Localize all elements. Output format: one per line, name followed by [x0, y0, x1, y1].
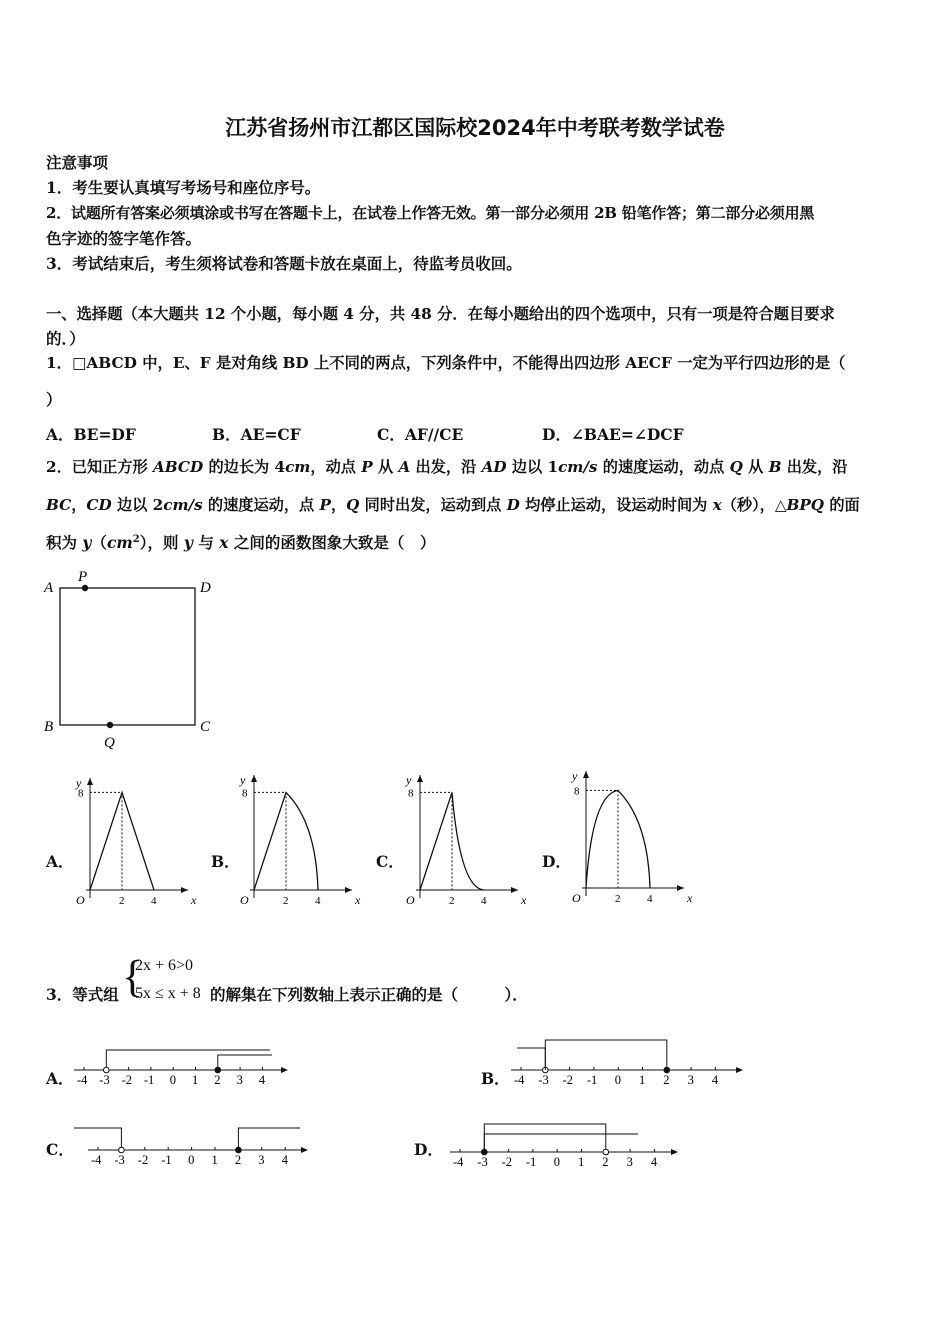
q2-var: Q: [346, 496, 360, 514]
x-axis-label: x: [521, 893, 527, 907]
number-line-tick-label: -3: [538, 1073, 549, 1087]
solution-ray: [238, 1128, 300, 1150]
q1-option-d: D．∠BAE=∠DCF: [542, 425, 684, 444]
tick-label-y-8: 8: [574, 785, 580, 798]
graph-option-d: [566, 763, 696, 913]
graph-option-a: [70, 770, 200, 915]
tick-label-x-4: 4: [647, 893, 653, 905]
number-line-option-b: [505, 1032, 745, 1090]
number-line-tick-label: -4: [77, 1073, 88, 1087]
q1-stem-line-1: 1．□ABCD 中，E、F 是对角线 BD 上不同的两点，下列条件中，不能得出四边形 AECF 一定为平行四边形的是（: [46, 354, 846, 372]
number-line-tick-label: -4: [514, 1073, 525, 1087]
q1-option-a: A．BE=DF: [46, 425, 136, 444]
q2-var: D: [506, 496, 520, 514]
tick-label-x-4: 4: [315, 895, 321, 907]
number-line-tick-label: -2: [501, 1155, 513, 1169]
q2-var: cm/s: [558, 458, 598, 476]
x-axis-label: x: [687, 891, 693, 905]
tick-label-x-2: 2: [615, 893, 621, 905]
square-figure: [40, 565, 230, 755]
y-axis-label: y: [76, 776, 82, 790]
graph-option-b: [234, 767, 364, 915]
solution-ray: [218, 1055, 272, 1070]
number-line-arrow: [281, 1067, 288, 1073]
origin-label: O: [572, 891, 581, 905]
q3-option-d-label: D．: [414, 1140, 443, 1159]
q2-var: y: [183, 533, 193, 552]
number-line-tick-label: -1: [586, 1073, 598, 1087]
y-axis-label: y: [406, 773, 412, 787]
tick-label-x-4: 4: [481, 895, 487, 907]
label-d: D: [200, 580, 211, 596]
label-b: B: [44, 719, 54, 735]
number-line-tick-label: 3: [258, 1153, 265, 1167]
open-point: [603, 1149, 609, 1155]
q2-text: 的边长为 4: [203, 458, 286, 476]
number-line-tick-label: 2: [234, 1153, 242, 1167]
tick-label-y-8: 8: [408, 787, 414, 800]
solution-ray: [106, 1050, 270, 1070]
q2-var: x: [712, 496, 722, 514]
section-1-line-1: 一、选择题（本大题共 12 个小题，每小题 4 分，共 48 分．在每小题给出的四个选项中，只有一项是符合题目要求: [46, 305, 835, 323]
number-line-tick-label: 1: [211, 1153, 218, 1167]
origin-label: O: [76, 893, 85, 907]
q2-text: 的面: [824, 496, 860, 514]
q2-var: cm: [285, 458, 311, 476]
y-axis-arrow: [251, 775, 257, 782]
number-line-tick-label: 0: [614, 1073, 621, 1087]
number-line-option-d: [440, 1118, 680, 1170]
section-1-line-2: 的．）: [46, 329, 85, 348]
solution-ray: [74, 1128, 121, 1150]
q2-text: 从: [742, 458, 769, 476]
number-line-tick-label: -3: [99, 1073, 110, 1087]
q2-stem-line-3: [46, 531, 435, 553]
q2-option-d-label: D．: [542, 852, 571, 871]
q2-text: ），则: [139, 533, 184, 552]
x-axis-arrow: [345, 887, 352, 893]
tick-label-y-8: 8: [78, 787, 84, 800]
x-axis-arrow: [677, 885, 684, 891]
q2-text: 从: [372, 458, 399, 476]
number-line-arrow: [301, 1147, 308, 1153]
q2-var: CD: [86, 496, 112, 514]
number-line-option-a: [70, 1040, 290, 1090]
q2-text: 积为: [46, 533, 83, 552]
solution-ray: [517, 1048, 545, 1070]
number-line-tick-label: -3: [114, 1153, 125, 1167]
q3-brace: {: [122, 952, 144, 1001]
y-axis-arrow: [583, 771, 589, 778]
number-line-tick-label: 3: [236, 1073, 243, 1087]
number-line-tick-label: 2: [602, 1155, 609, 1169]
q2-text: ，: [71, 496, 87, 514]
filled-point: [215, 1067, 221, 1073]
q2-stem-line-2: [46, 494, 860, 515]
number-line-tick-label: 2: [214, 1073, 221, 1087]
q2-text: 均停止运动，设运动时间为: [519, 496, 713, 514]
q2-var: y: [82, 533, 92, 552]
notice-heading: 注意事项: [46, 153, 109, 172]
number-line-tick-label: 3: [687, 1073, 694, 1087]
number-line-tick-label: 1: [639, 1073, 646, 1087]
number-line-tick-label: -1: [143, 1073, 155, 1087]
origin-label: O: [406, 893, 415, 907]
q2-text: 2．已知正方形: [46, 458, 153, 476]
q3-prefix: 3．等式组: [46, 985, 119, 1004]
tick-label-x-2: 2: [119, 895, 125, 907]
q2-text: 出发，沿: [410, 458, 482, 476]
open-point: [119, 1147, 125, 1153]
notice-item-2-line-2: 色字迹的签字笔作答。: [46, 229, 202, 248]
notice-item-1: 1．考生要认真填写考场号和座位序号。: [46, 178, 321, 197]
q2-var: cm/s: [163, 496, 203, 514]
notice-item-2-line-1: 2．试题所有答案必须填涂或书写在答题卡上，在试卷上作答无效。第一部分必须用 2B 铅笔作答；第二部分必须用黑: [46, 204, 815, 222]
label-c: C: [200, 719, 211, 735]
q2-var: P: [319, 496, 331, 514]
q2-superscript: 2: [132, 533, 140, 545]
number-line-tick-label: 4: [650, 1155, 658, 1169]
number-line-tick-label: -4: [91, 1153, 102, 1167]
square-abcd: [60, 588, 195, 725]
y-axis-arrow: [417, 775, 423, 782]
number-line-tick-label: -3: [477, 1155, 488, 1169]
number-line-tick-label: 2: [663, 1073, 670, 1087]
page-title: 江苏省扬州市江都区国际校2024年中考联考数学试卷: [225, 116, 725, 140]
q2-var: B: [768, 458, 782, 476]
number-line-tick-label: 0: [553, 1155, 560, 1169]
label-q: Q: [104, 735, 115, 751]
number-line-tick-label: -1: [525, 1155, 537, 1169]
q3-inequality-2: 5x ≤ x + 8: [135, 985, 201, 1002]
solution-bracket: [545, 1040, 667, 1070]
q2-var: x: [219, 533, 229, 552]
x-axis-label: x: [191, 893, 197, 907]
q3-inequality-1: 2x + 6>0: [135, 957, 194, 974]
number-line-tick-label: 1: [192, 1073, 199, 1087]
q2-text: 的速度运动，动点: [597, 458, 730, 476]
q2-option-c-label: C．: [376, 852, 404, 871]
q2-text: （秒），△: [721, 496, 787, 514]
q2-text: 同时出发，运动到点: [359, 496, 507, 514]
y-axis-label: y: [240, 773, 246, 787]
q1-option-c: C．AF//CE: [377, 425, 464, 444]
q2-var: P: [361, 458, 373, 476]
number-line-tick-label: -4: [453, 1155, 464, 1169]
q3-option-c-label: C．: [46, 1140, 74, 1159]
open-point: [104, 1067, 110, 1073]
q2-var: cm: [106, 533, 133, 552]
q2-option-b-label: B．: [211, 852, 240, 871]
q2-text: ，: [330, 496, 347, 514]
y-axis-label: y: [572, 769, 578, 783]
q2-text: （: [91, 533, 107, 552]
q2-text: 的速度运动，点: [202, 496, 320, 514]
point-p: [82, 585, 88, 591]
q3-option-b-label: B．: [481, 1069, 510, 1088]
number-line-arrow: [671, 1149, 678, 1155]
q2-var: Q: [729, 458, 743, 476]
number-line-tick-label: 4: [711, 1073, 719, 1087]
tick-label-x-2: 2: [283, 895, 289, 907]
x-axis-arrow: [181, 887, 188, 893]
number-line-tick-label: 4: [258, 1073, 266, 1087]
label-a: A: [44, 580, 54, 596]
y-axis-arrow: [87, 778, 93, 785]
q1-option-b: B．AE=CF: [212, 425, 301, 444]
origin-label: O: [240, 893, 249, 907]
tick-label-x-4: 4: [151, 895, 157, 907]
q2-text: 出发，沿: [781, 458, 848, 476]
q2-var: AD: [481, 458, 507, 476]
tick-label-y-8: 8: [242, 787, 248, 800]
filled-point: [236, 1147, 242, 1153]
q2-var: BC: [46, 496, 72, 514]
number-line-tick-label: -2: [137, 1153, 149, 1167]
x-axis-label: x: [355, 893, 361, 907]
notice-item-3: 3．考试结束后，考生须将试卷和答题卡放在桌面上，待监考员收回。: [46, 254, 522, 273]
number-line-tick-label: 0: [169, 1073, 176, 1087]
solution-bracket: [484, 1124, 606, 1152]
point-q: [107, 722, 113, 728]
q1-stem-line-2: ）: [46, 390, 62, 409]
number-line-tick-label: -2: [562, 1073, 574, 1087]
q2-text: 与: [192, 533, 220, 552]
x-axis-arrow: [511, 887, 518, 893]
q2-text: 边以 1: [506, 458, 559, 476]
number-line-tick-label: -1: [161, 1153, 172, 1167]
number-line-tick-label: 1: [578, 1155, 585, 1169]
q2-text: 边以 2: [111, 496, 164, 514]
q3-suffix: 的解集在下列数轴上表示正确的是（ ）．: [210, 985, 528, 1004]
solution-ray: [484, 1134, 638, 1152]
graph-option-c: [400, 767, 530, 915]
q2-var: A: [398, 458, 411, 476]
q2-var: BPQ: [786, 496, 825, 514]
number-line-tick-label: 3: [626, 1155, 633, 1169]
filled-point: [664, 1067, 670, 1073]
q2-text: ，动点: [310, 458, 362, 476]
q2-var: ABCD: [152, 458, 204, 476]
q2-stem-line-1: [46, 456, 847, 477]
number-line-arrow: [736, 1067, 743, 1073]
number-line-tick-label: 4: [281, 1153, 288, 1167]
label-p: P: [78, 569, 88, 585]
q3-option-a-label: A．: [46, 1069, 74, 1088]
tick-label-x-2: 2: [449, 895, 455, 907]
number-line-option-c: [70, 1120, 310, 1170]
q2-text: 之间的函数图象大致是（ ）: [228, 533, 436, 552]
q2-option-a-label: A．: [46, 852, 74, 871]
number-line-tick-label: 0: [188, 1153, 195, 1167]
number-line-tick-label: -2: [121, 1073, 133, 1087]
